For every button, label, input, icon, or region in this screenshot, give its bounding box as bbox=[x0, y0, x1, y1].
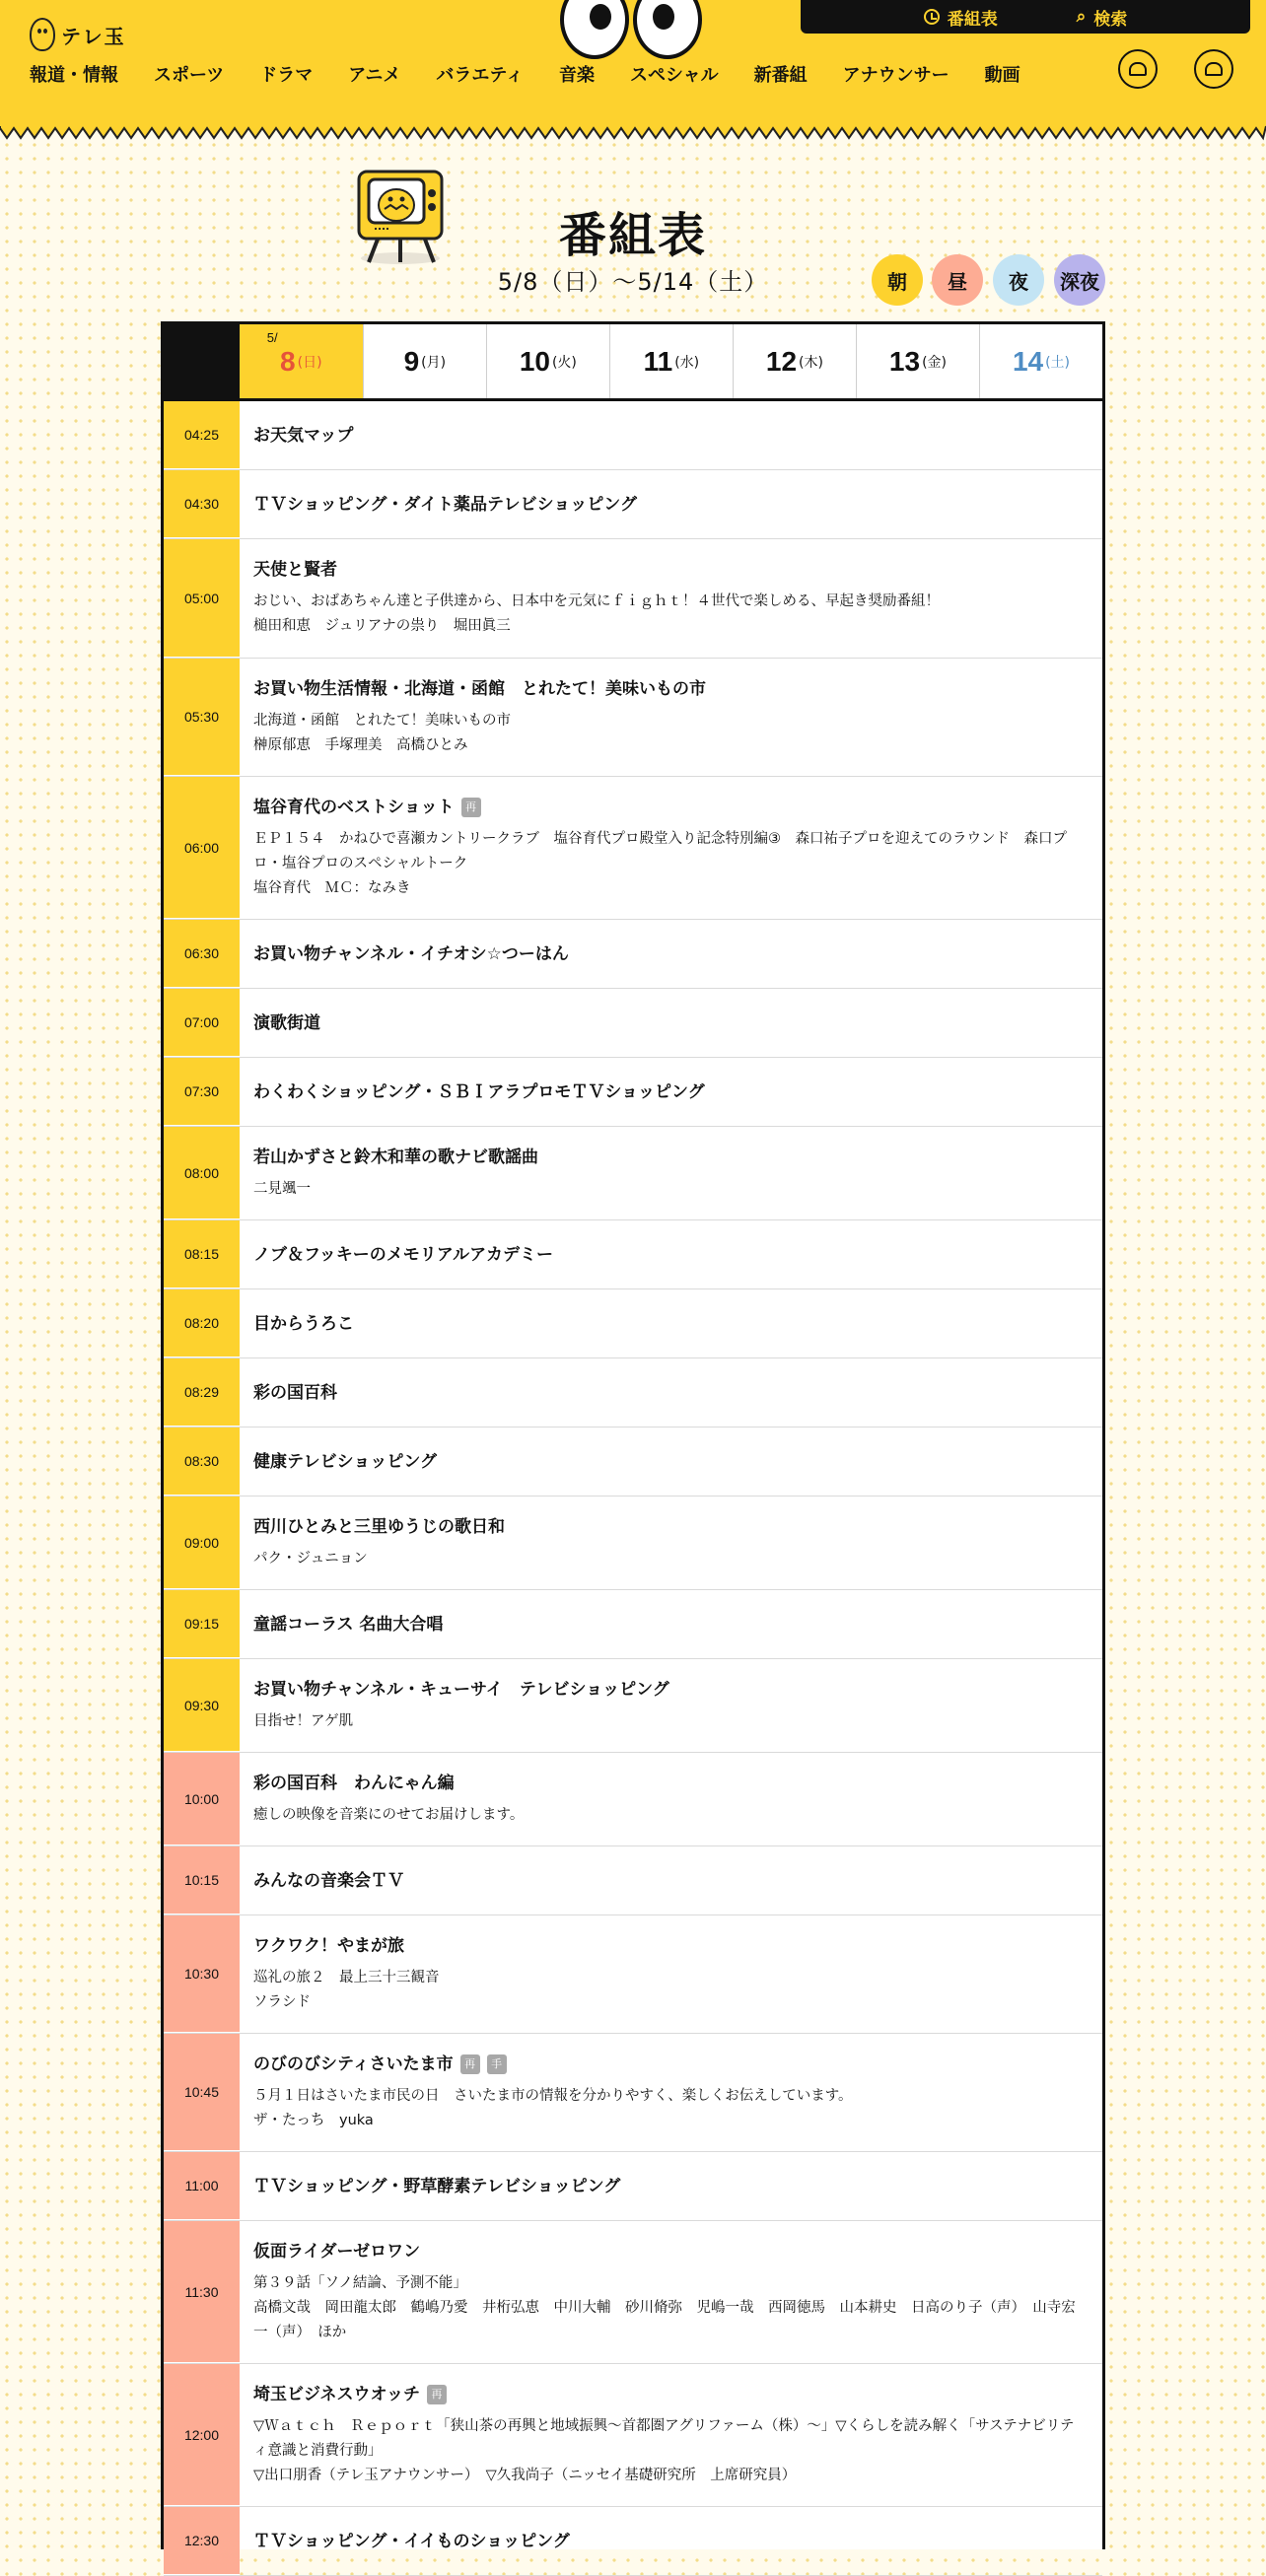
program-info[interactable] bbox=[240, 1497, 1102, 1589]
program-description-line: 塩谷育代 ＭＣ：なみき bbox=[253, 879, 411, 896]
program-description-line: ザ・たっち yuka bbox=[253, 2112, 374, 2128]
mascot-eyes-icon bbox=[560, 0, 708, 61]
program-time: 08:15 bbox=[164, 1220, 240, 1288]
program-title-line bbox=[253, 677, 1087, 701]
program-title-line bbox=[253, 1011, 1087, 1035]
day-tab-weekday: (木) bbox=[799, 354, 823, 371]
program-title[interactable]: ＴＶショッピング・イイものショッピング bbox=[253, 2531, 570, 2551]
program-time: 05:30 bbox=[164, 659, 240, 776]
program-description-line: 二見颯一 bbox=[253, 1180, 311, 1197]
program-title-line bbox=[253, 558, 1087, 582]
nav-sports[interactable]: スポーツ bbox=[154, 65, 225, 86]
program-title[interactable]: 埼玉ビジネスウオッチ bbox=[253, 2384, 420, 2404]
program-description bbox=[253, 2271, 1087, 2345]
program-title-line bbox=[253, 2383, 1087, 2406]
mobile-link-icon[interactable] bbox=[1194, 49, 1233, 89]
program-description-line: ▽出口朋香（テレ玉アナウンサー） ▽久我尚子（ニッセイ基礎研究所 上席研究員） bbox=[253, 2467, 797, 2483]
program-row[interactable] bbox=[164, 1659, 1102, 1753]
program-title[interactable]: 仮面ライダーゼロワン bbox=[253, 2241, 421, 2262]
nav-anime[interactable]: アニメ bbox=[348, 65, 401, 86]
program-row[interactable] bbox=[164, 1915, 1102, 2034]
clock-icon bbox=[924, 9, 940, 25]
day-tab-weekday: (火) bbox=[551, 354, 577, 371]
nav-news[interactable]: 報道・情報 bbox=[30, 65, 118, 86]
program-list bbox=[164, 401, 1102, 2576]
search-icon: ⌕ bbox=[1076, 7, 1087, 27]
program-description bbox=[253, 1803, 1087, 1828]
logo-text: テレ玉 bbox=[61, 24, 126, 48]
mascot-logo-icon bbox=[30, 18, 55, 51]
search-link-label: 検索 bbox=[1093, 9, 1128, 30]
day-header-corner bbox=[164, 324, 240, 398]
program-title[interactable]: のびのびシティさいたま市 bbox=[253, 2054, 454, 2074]
sign-language-badge: 手 bbox=[487, 2054, 507, 2074]
program-title[interactable]: お買い物チャンネル・キューサイ テレビショッピング bbox=[253, 1679, 669, 1700]
program-info[interactable] bbox=[240, 1753, 1102, 1845]
program-title-line bbox=[253, 2240, 1087, 2263]
nav-announcer[interactable]: アナウンサー bbox=[842, 65, 950, 86]
program-description-line: 榊原郁恵 手塚理美 高橋ひとみ bbox=[253, 736, 468, 753]
program-info[interactable] bbox=[240, 920, 1102, 988]
day-tab-weekday: (水) bbox=[674, 354, 700, 371]
time-morning-button[interactable]: 朝 bbox=[872, 254, 923, 306]
program-info[interactable] bbox=[240, 2152, 1102, 2220]
site-header bbox=[0, 0, 1266, 130]
program-title[interactable]: 西川ひとみと三里ゆうじの歌日和 bbox=[253, 1516, 505, 1537]
program-description-line: ＥＰ１５４ かねひで喜瀬カントリークラブ 塩谷育代プロ殿堂入り記念特別編③ 森口祐子プロを迎えてのラウンド 森口プロ・塩谷プロのスペシャルトーク bbox=[253, 830, 1067, 871]
nav-video[interactable]: 動画 bbox=[984, 65, 1020, 86]
program-row[interactable] bbox=[164, 1497, 1102, 1590]
program-row[interactable] bbox=[164, 1427, 1102, 1497]
program-info[interactable] bbox=[240, 1659, 1102, 1752]
program-title-line bbox=[253, 424, 1087, 448]
program-info[interactable] bbox=[240, 1127, 1102, 1219]
program-title[interactable]: 彩の国百科 bbox=[253, 1382, 337, 1403]
program-description bbox=[253, 709, 1087, 758]
program-info[interactable] bbox=[240, 2221, 1102, 2363]
program-description-line: ソラシド bbox=[253, 1993, 311, 2010]
program-time: 08:30 bbox=[164, 1427, 240, 1496]
program-info[interactable] bbox=[240, 1915, 1102, 2033]
nav-new-programs[interactable]: 新番組 bbox=[753, 65, 808, 86]
program-title[interactable]: 演歌街道 bbox=[253, 1012, 320, 1033]
day-tab-weekday: (土) bbox=[1045, 354, 1071, 371]
program-row[interactable] bbox=[164, 2034, 1102, 2152]
program-title[interactable]: ＴＶショッピング・野草酵素テレビショッピング bbox=[253, 2176, 621, 2196]
program-title[interactable]: 健康テレビショッピング bbox=[253, 1451, 437, 1472]
day-tab-weekday: (日) bbox=[297, 354, 322, 371]
program-row[interactable] bbox=[164, 659, 1102, 777]
program-row[interactable] bbox=[164, 2221, 1102, 2364]
nav-variety[interactable]: バラエティ bbox=[436, 65, 524, 86]
program-title[interactable]: 天使と賢者 bbox=[253, 560, 337, 580]
program-row[interactable] bbox=[164, 1289, 1102, 1358]
program-row[interactable] bbox=[164, 1220, 1102, 1289]
program-title-line bbox=[253, 1772, 1087, 1795]
day-tab-12[interactable] bbox=[733, 324, 856, 398]
program-row[interactable] bbox=[164, 470, 1102, 539]
program-time: 05:00 bbox=[164, 539, 240, 658]
nav-music[interactable]: 音楽 bbox=[558, 65, 595, 86]
program-description bbox=[253, 2414, 1087, 2488]
program-description-line: 巡礼の旅２ 最上三十三観音 bbox=[253, 1969, 440, 1985]
program-info[interactable] bbox=[240, 1358, 1102, 1427]
program-time: 10:00 bbox=[164, 1753, 240, 1845]
program-description bbox=[253, 1547, 1087, 1571]
day-tab-weekday: (金) bbox=[922, 354, 947, 371]
program-time: 12:00 bbox=[164, 2364, 240, 2506]
program-row[interactable] bbox=[164, 989, 1102, 1058]
program-description bbox=[253, 1177, 1087, 1202]
program-row[interactable] bbox=[164, 920, 1102, 989]
schedule-table bbox=[161, 321, 1105, 2549]
program-title-line bbox=[253, 1934, 1087, 1958]
program-description-line: ５月１日はさいたま市民の日 さいたま市の情報を分かりやすく、楽しくお伝えしています。 bbox=[253, 2087, 853, 2104]
program-time: 07:30 bbox=[164, 1058, 240, 1126]
schedule-link[interactable] bbox=[924, 5, 998, 30]
program-time: 08:29 bbox=[164, 1358, 240, 1427]
program-info[interactable] bbox=[240, 2507, 1102, 2575]
day-tab-10[interactable] bbox=[486, 324, 609, 398]
program-row[interactable] bbox=[164, 2152, 1102, 2221]
program-description-line: 北海道・函館 とれたて！美味いもの市 bbox=[253, 712, 511, 729]
program-row[interactable] bbox=[164, 401, 1102, 470]
program-time: 08:20 bbox=[164, 1289, 240, 1358]
program-time: 12:30 bbox=[164, 2507, 240, 2575]
nav-special[interactable]: スペシャル bbox=[629, 65, 719, 86]
program-time: 11:30 bbox=[164, 2221, 240, 2363]
rerun-badge: 再 bbox=[461, 798, 481, 817]
day-tab-number: 14 bbox=[1012, 345, 1044, 377]
program-row[interactable] bbox=[164, 1358, 1102, 1427]
day-tabs bbox=[164, 324, 1102, 401]
program-title-line bbox=[253, 1678, 1087, 1702]
program-time: 09:15 bbox=[164, 1590, 240, 1658]
program-info[interactable] bbox=[240, 1220, 1102, 1288]
program-title-line bbox=[253, 1613, 1087, 1636]
program-row[interactable] bbox=[164, 1753, 1102, 1846]
program-title-line bbox=[253, 1312, 1087, 1336]
program-description-line: ▽Ｗａｔｃｈ Ｒｅｐｏｒｔ「狭山茶の再興と地域振興～首都圏アグリファーム（株）～」▽くらしを読み解く「サステナビリティ意識と消費行動」 bbox=[253, 2417, 1075, 2459]
program-time: 04:30 bbox=[164, 470, 240, 538]
program-title[interactable]: 目からうろこ bbox=[253, 1313, 354, 1334]
day-tab-number: 11 bbox=[643, 345, 673, 377]
program-description bbox=[253, 1709, 1087, 1734]
program-title[interactable]: ＴＶショッピング・ダイト薬品テレビショッピング bbox=[253, 494, 637, 515]
program-title[interactable]: わくわくショッピング・ＳＢＩアラプロモＴＶショッピング bbox=[253, 1081, 705, 1102]
program-title-line bbox=[253, 1146, 1087, 1169]
main-nav bbox=[30, 61, 1056, 87]
program-info[interactable] bbox=[240, 989, 1102, 1057]
mascot-link-icon[interactable] bbox=[1118, 49, 1158, 89]
program-title-line bbox=[253, 1869, 1087, 1893]
program-info[interactable] bbox=[240, 659, 1102, 776]
time-latenight-button[interactable]: 深夜 bbox=[1054, 254, 1105, 306]
day-tab-number: 9 bbox=[403, 345, 420, 377]
program-time: 09:00 bbox=[164, 1497, 240, 1589]
day-tab-number: 8 bbox=[280, 345, 296, 377]
day-tab-13[interactable] bbox=[856, 324, 979, 398]
program-title-line bbox=[253, 796, 1087, 819]
day-tab-weekday: (月) bbox=[421, 354, 447, 371]
program-time: 06:30 bbox=[164, 920, 240, 988]
program-title[interactable]: ワクワク！やまが旅 bbox=[253, 1935, 404, 1956]
day-tab-month: 5/ bbox=[266, 330, 278, 345]
program-description bbox=[253, 1966, 1087, 2015]
program-time: 07:00 bbox=[164, 989, 240, 1057]
program-row[interactable] bbox=[164, 2364, 1102, 2507]
program-description-line: 槌田和恵 ジュリアナの祟り 堀田眞三 bbox=[253, 618, 511, 634]
program-time: 06:00 bbox=[164, 777, 240, 919]
program-title[interactable]: 塩谷育代のベストショット bbox=[253, 797, 455, 817]
program-description bbox=[253, 827, 1087, 901]
time-daytime-button[interactable]: 昼 bbox=[932, 254, 983, 306]
program-description-line: パク・ジュニョン bbox=[253, 1550, 368, 1566]
day-tab-number: 12 bbox=[765, 345, 798, 377]
program-description bbox=[253, 590, 1087, 639]
program-time: 09:30 bbox=[164, 1659, 240, 1752]
program-info[interactable] bbox=[240, 1289, 1102, 1358]
header-zigzag-edge bbox=[0, 126, 1266, 146]
program-info[interactable] bbox=[240, 2034, 1102, 2151]
program-title[interactable]: お天気マップ bbox=[253, 425, 354, 446]
program-row[interactable] bbox=[164, 1058, 1102, 1127]
program-time: 10:45 bbox=[164, 2034, 240, 2151]
program-title-line bbox=[253, 1381, 1087, 1405]
program-info[interactable] bbox=[240, 777, 1102, 919]
program-title-line bbox=[253, 2530, 1087, 2553]
program-row[interactable] bbox=[164, 1846, 1102, 1915]
program-info[interactable] bbox=[240, 401, 1102, 469]
program-row[interactable] bbox=[164, 2507, 1102, 2576]
program-info[interactable] bbox=[240, 539, 1102, 658]
program-title-line bbox=[253, 2053, 1087, 2076]
program-title-line bbox=[253, 942, 1087, 966]
program-description-line: 目指せ！アゲ肌 bbox=[253, 1712, 354, 1729]
program-description-line: 癒しの映像を音楽にのせてお届けします。 bbox=[253, 1806, 525, 1823]
program-title-line bbox=[253, 2175, 1087, 2198]
program-title-line bbox=[253, 1080, 1087, 1104]
program-title[interactable]: 彩の国百科 わんにゃん編 bbox=[253, 1773, 455, 1793]
program-info[interactable] bbox=[240, 1058, 1102, 1126]
date-range: 5/8（日）〜5/14（土） bbox=[497, 268, 769, 296]
day-tab-9[interactable] bbox=[363, 324, 486, 398]
program-time: 04:25 bbox=[164, 401, 240, 469]
rerun-badge: 再 bbox=[460, 2054, 480, 2074]
day-tab-14[interactable] bbox=[979, 324, 1102, 398]
time-night-button[interactable]: 夜 bbox=[993, 254, 1044, 306]
day-tab-8[interactable] bbox=[240, 324, 363, 398]
program-info[interactable] bbox=[240, 2364, 1102, 2506]
day-tab-number: 13 bbox=[888, 345, 921, 377]
program-title-line bbox=[253, 1450, 1087, 1474]
rerun-badge: 再 bbox=[427, 2385, 447, 2404]
program-time: 08:00 bbox=[164, 1127, 240, 1219]
program-info[interactable] bbox=[240, 1590, 1102, 1658]
program-title[interactable]: お買い物生活情報・北海道・函館 とれたて！美味いもの市 bbox=[253, 678, 706, 699]
program-title-line bbox=[253, 493, 1087, 517]
program-title[interactable]: 若山かずさと鈴木和華の歌ナビ歌謡曲 bbox=[253, 1147, 538, 1167]
program-title[interactable]: みんなの音楽会ＴＶ bbox=[253, 1870, 404, 1891]
program-row[interactable] bbox=[164, 1590, 1102, 1659]
program-description-line: 高橋文哉 岡田龍太郎 鶴嶋乃愛 井桁弘恵 中川大輔 砂川脩弥 児嶋一哉 西岡徳馬 山本耕史 日高のり子（声） 山寺宏一（声） ほか bbox=[253, 2299, 1076, 2340]
program-row[interactable] bbox=[164, 1127, 1102, 1220]
program-time: 11:00 bbox=[164, 2152, 240, 2220]
program-time: 10:30 bbox=[164, 1915, 240, 2033]
program-row[interactable] bbox=[164, 539, 1102, 659]
program-time: 10:15 bbox=[164, 1846, 240, 1915]
program-description bbox=[253, 2084, 1087, 2133]
program-row[interactable] bbox=[164, 777, 1102, 920]
program-info[interactable] bbox=[240, 1427, 1102, 1496]
program-title[interactable]: お買い物チャンネル・イチオシ☆つーはん bbox=[253, 943, 569, 964]
search-link[interactable] bbox=[1077, 5, 1128, 30]
day-tab-11[interactable] bbox=[609, 324, 733, 398]
program-description-line: 第３９話「ソノ結論、予測不能」 bbox=[253, 2274, 467, 2291]
schedule-link-label: 番組表 bbox=[947, 9, 998, 30]
day-tab-number: 10 bbox=[519, 345, 550, 377]
page-title: 番組表 bbox=[558, 208, 707, 263]
program-title-line bbox=[253, 1515, 1087, 1539]
program-title[interactable]: 童謡コーラス 名曲大合唱 bbox=[253, 1614, 444, 1635]
nav-drama[interactable]: ドラマ bbox=[259, 65, 314, 86]
top-utility-bar bbox=[801, 0, 1250, 34]
site-logo[interactable] bbox=[30, 18, 126, 51]
program-description-line: おじい、おばあちゃん達と子供達から、日本中を元気にｆｉｇｈｔ！４世代で楽しめる、早起き奨励番組！ bbox=[253, 593, 940, 609]
program-title[interactable]: ノブ＆フッキーのメモリアルアカデミー bbox=[253, 1244, 553, 1265]
program-title-line bbox=[253, 1243, 1087, 1267]
program-info[interactable] bbox=[240, 1846, 1102, 1915]
program-info[interactable] bbox=[240, 470, 1102, 538]
